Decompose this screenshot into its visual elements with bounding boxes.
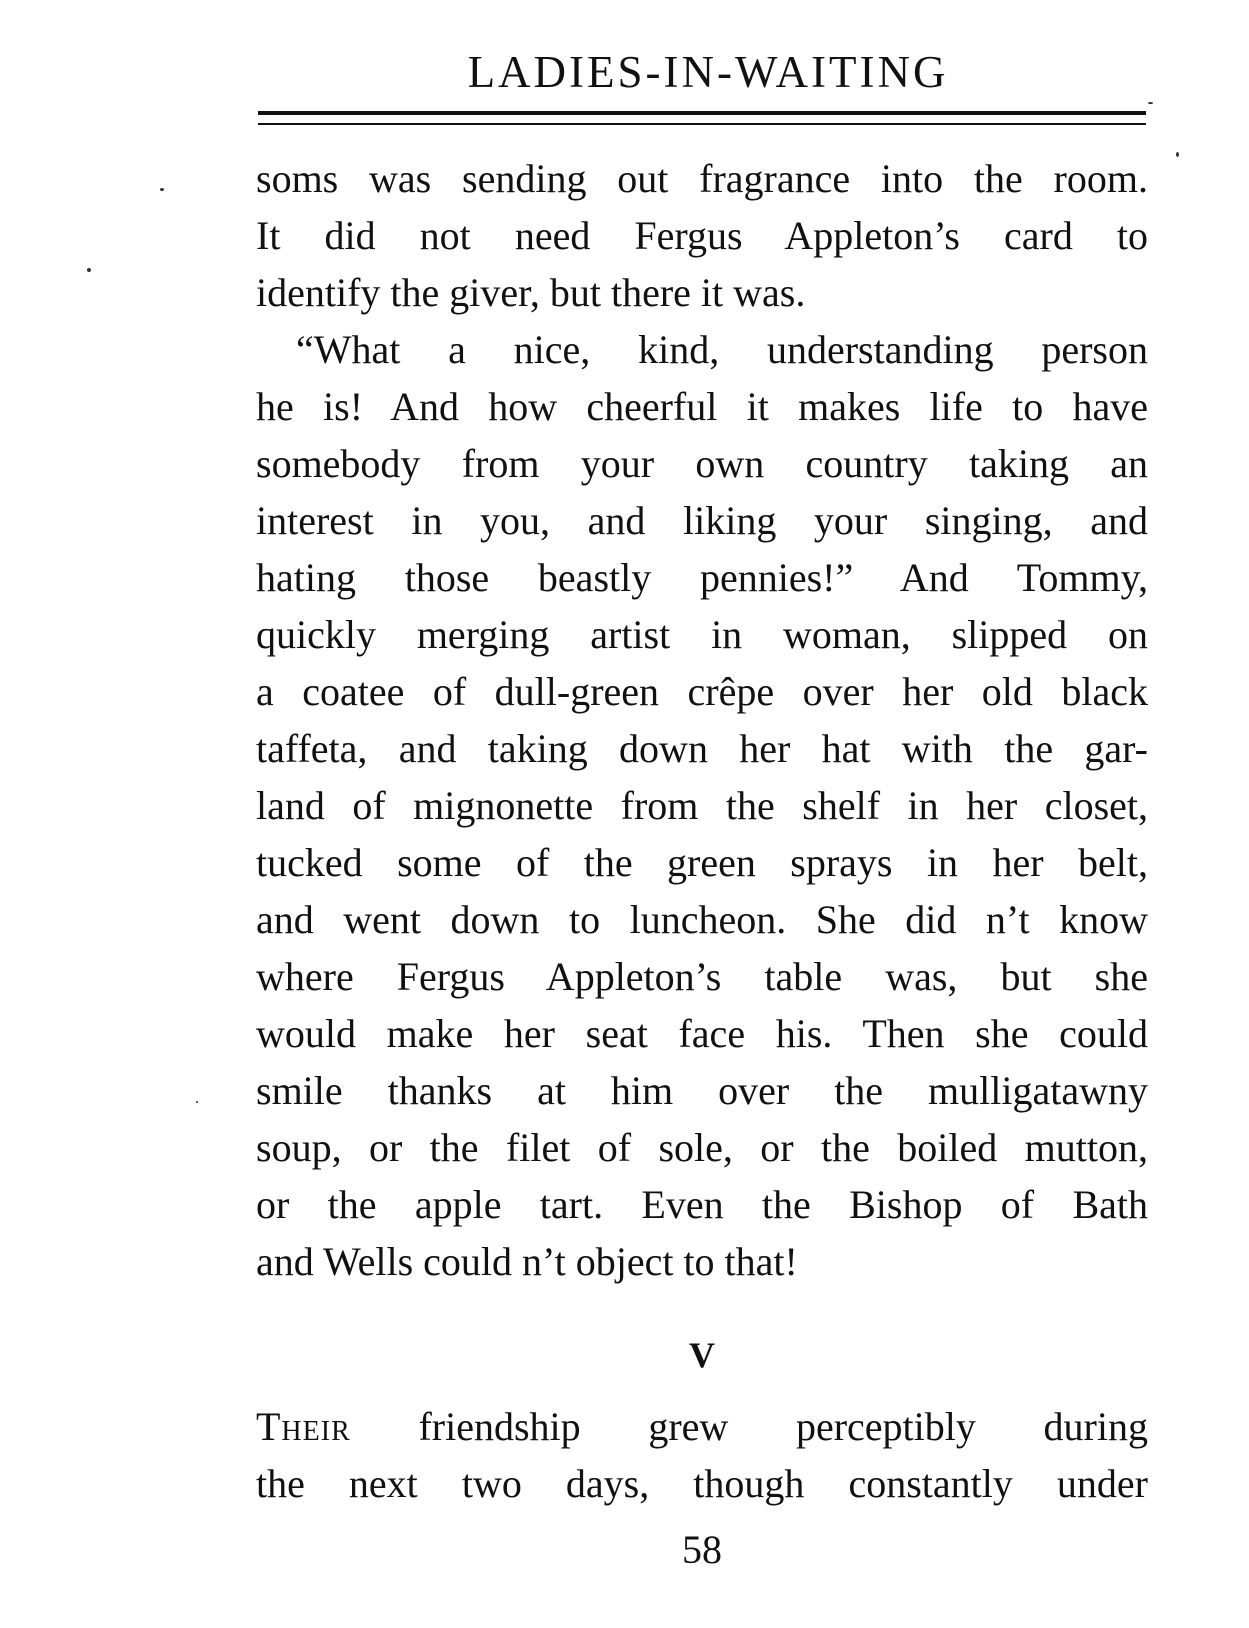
first-line-rest: friendship grew perceptibly during (350, 1404, 1148, 1449)
text-line: where Fergus Appleton’s table was, but she (256, 954, 1148, 999)
running-head: LADIES-IN-WAITING (467, 47, 949, 97)
scan-speck (1176, 152, 1179, 157)
text-line: he is! And how cheerful it makes life to have (256, 384, 1148, 429)
scan-speck (87, 268, 91, 272)
section-paragraph (256, 1398, 1148, 1512)
text-line: taffeta, and taking down her hat with the gar- (256, 726, 1148, 771)
paragraph (256, 321, 1148, 1290)
text-line: identify the giver, but there it was. (256, 270, 806, 315)
text-line: It did not need Fergus Appleton’s card to (256, 213, 1148, 258)
text-line: smile thanks at him over the mulligatawny (256, 1068, 1148, 1113)
text-line: would make her seat face his. Then she could (256, 1011, 1148, 1056)
text-line: the next two days, though constantly under (256, 1461, 1148, 1506)
text-line: hating those beastly pennies!” And Tommy, (256, 555, 1148, 600)
text-line: tucked some of the green sprays in her belt, (256, 840, 1148, 885)
lead-word: Their (256, 1404, 351, 1449)
page-number: 58 (682, 1527, 722, 1572)
header-rule-thin (258, 123, 1146, 125)
text-line: and Wells could n’t object to that! (256, 1239, 798, 1284)
text-line: “What a nice, kind, understanding person (296, 327, 1148, 372)
text-line (256, 1398, 1148, 1455)
scan-speck (196, 1101, 198, 1103)
text-line: somebody from your own country taking an (256, 441, 1148, 486)
section-number: V (689, 1335, 715, 1375)
body-text (256, 150, 1148, 1290)
text-line: a coatee of dull-green crêpe over her old black (256, 669, 1148, 714)
paragraph (256, 150, 1148, 321)
text-line: soup, or the filet of sole, or the boiled mutton, (256, 1125, 1148, 1170)
header-rule-thick (258, 111, 1146, 115)
text-line: interest in you, and liking your singing, and (256, 498, 1148, 543)
scan-speck (160, 188, 164, 191)
text-line: quickly merging artist in woman, slipped on (256, 612, 1148, 657)
text-line: soms was sending out fragrance into the room. (256, 156, 1148, 201)
scan-speck (1148, 102, 1153, 104)
text-line: or the apple tart. Even the Bishop of Bath (256, 1182, 1148, 1227)
text-line: and went down to luncheon. She did n’t know (256, 897, 1148, 942)
text-line: land of mignonette from the shelf in her closet, (256, 783, 1148, 828)
